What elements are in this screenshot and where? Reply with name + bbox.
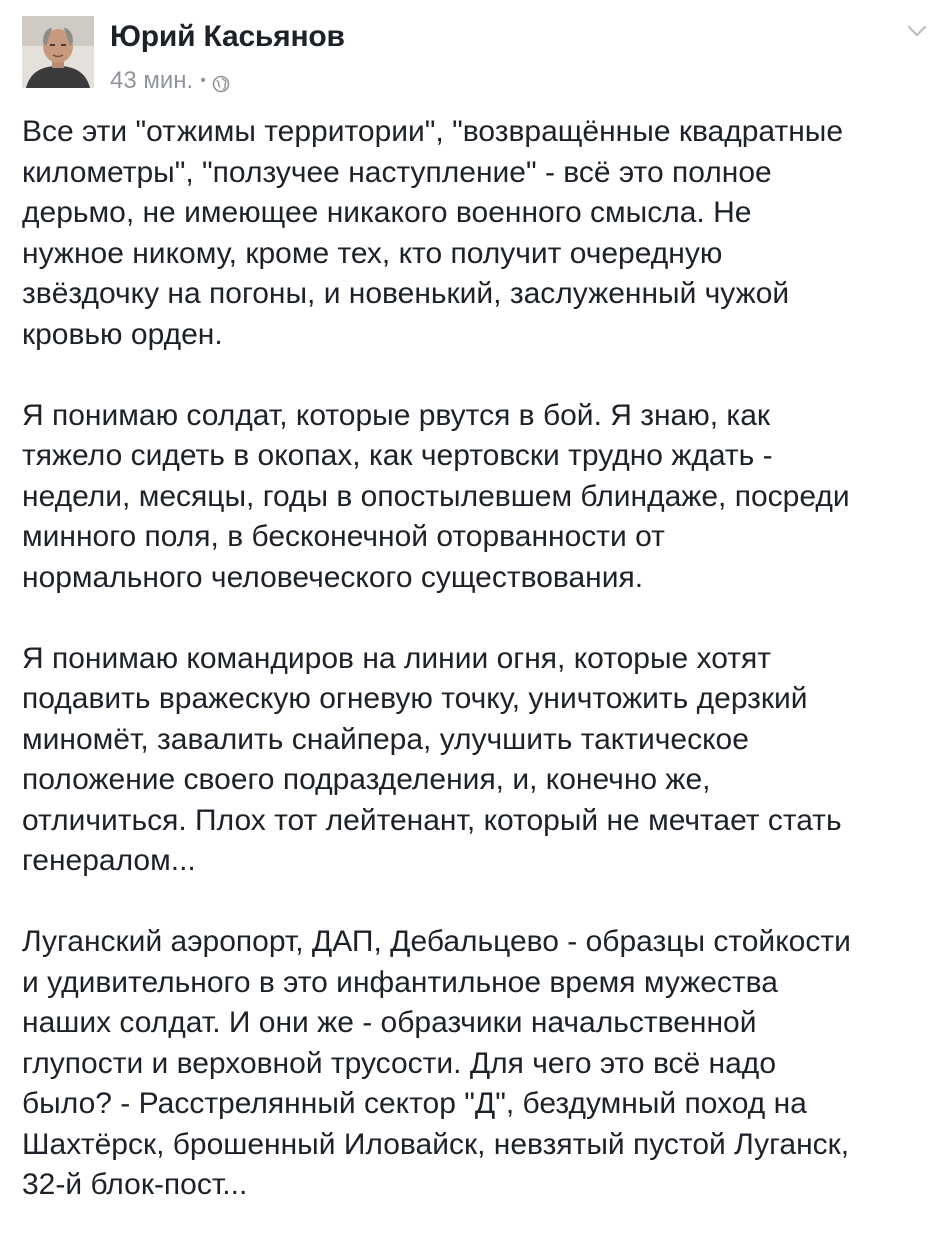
post-paragraph: Я понимаю солдат, которые рвутся в бой. Я знаю, как тяжело сидеть в окопах, как чертовски трудно ждать - недели, месяцы, годы в опостылевшем блиндаже, посреди минного поля, в бесконечной оторванности от нормального человеческого существования. — [22, 398, 850, 594]
post-meta — [110, 66, 230, 96]
post-paragraph: Все эти "отжимы территории", "возвращённые квадратные километры", "ползучее наступление" - всё это полное дерьмо, не имеющее никакого военного смысла. Не нужное никому, кроме тех, кто получит очередную звёздочку на погоны, и новенький, заслуженный чужой кровью орден. — [22, 115, 844, 351]
chevron-down-icon[interactable] — [902, 16, 932, 46]
post-paragraph: Я понимаю командиров на линии огня, которые хотят подавить вражескую огневую точку, уничтожить дерзкий миномёт, завалить снайпера, улучшить тактическое положение своего подразделения, и, конечно же, отличиться. Плох тот лейтенант, который не мечтает стать генералом... — [22, 641, 842, 877]
meta-separator: • — [200, 72, 206, 89]
post-header — [22, 16, 922, 94]
post-body — [22, 112, 927, 1246]
author-name[interactable]: Юрий Касьянов — [110, 20, 345, 53]
globe-icon — [212, 72, 230, 90]
post-timestamp[interactable]: 43 мин. — [110, 67, 194, 94]
avatar-photo — [22, 16, 94, 88]
post-paragraph: Луганский аэропорт, ДАП, Дебальцево - образцы стойкости и удивительного в это инфантильное время мужества наших солдат. И они же - образчики начальственной глупости и верховной трусости. Для чего это всё надо было? - Расстрелянный сектор "Д", бездумный поход на Шахтёрск, брошенный Иловайск, невзятый пустой Луганск, 32-й блок-пост... — [22, 925, 851, 1201]
avatar[interactable] — [22, 16, 94, 88]
